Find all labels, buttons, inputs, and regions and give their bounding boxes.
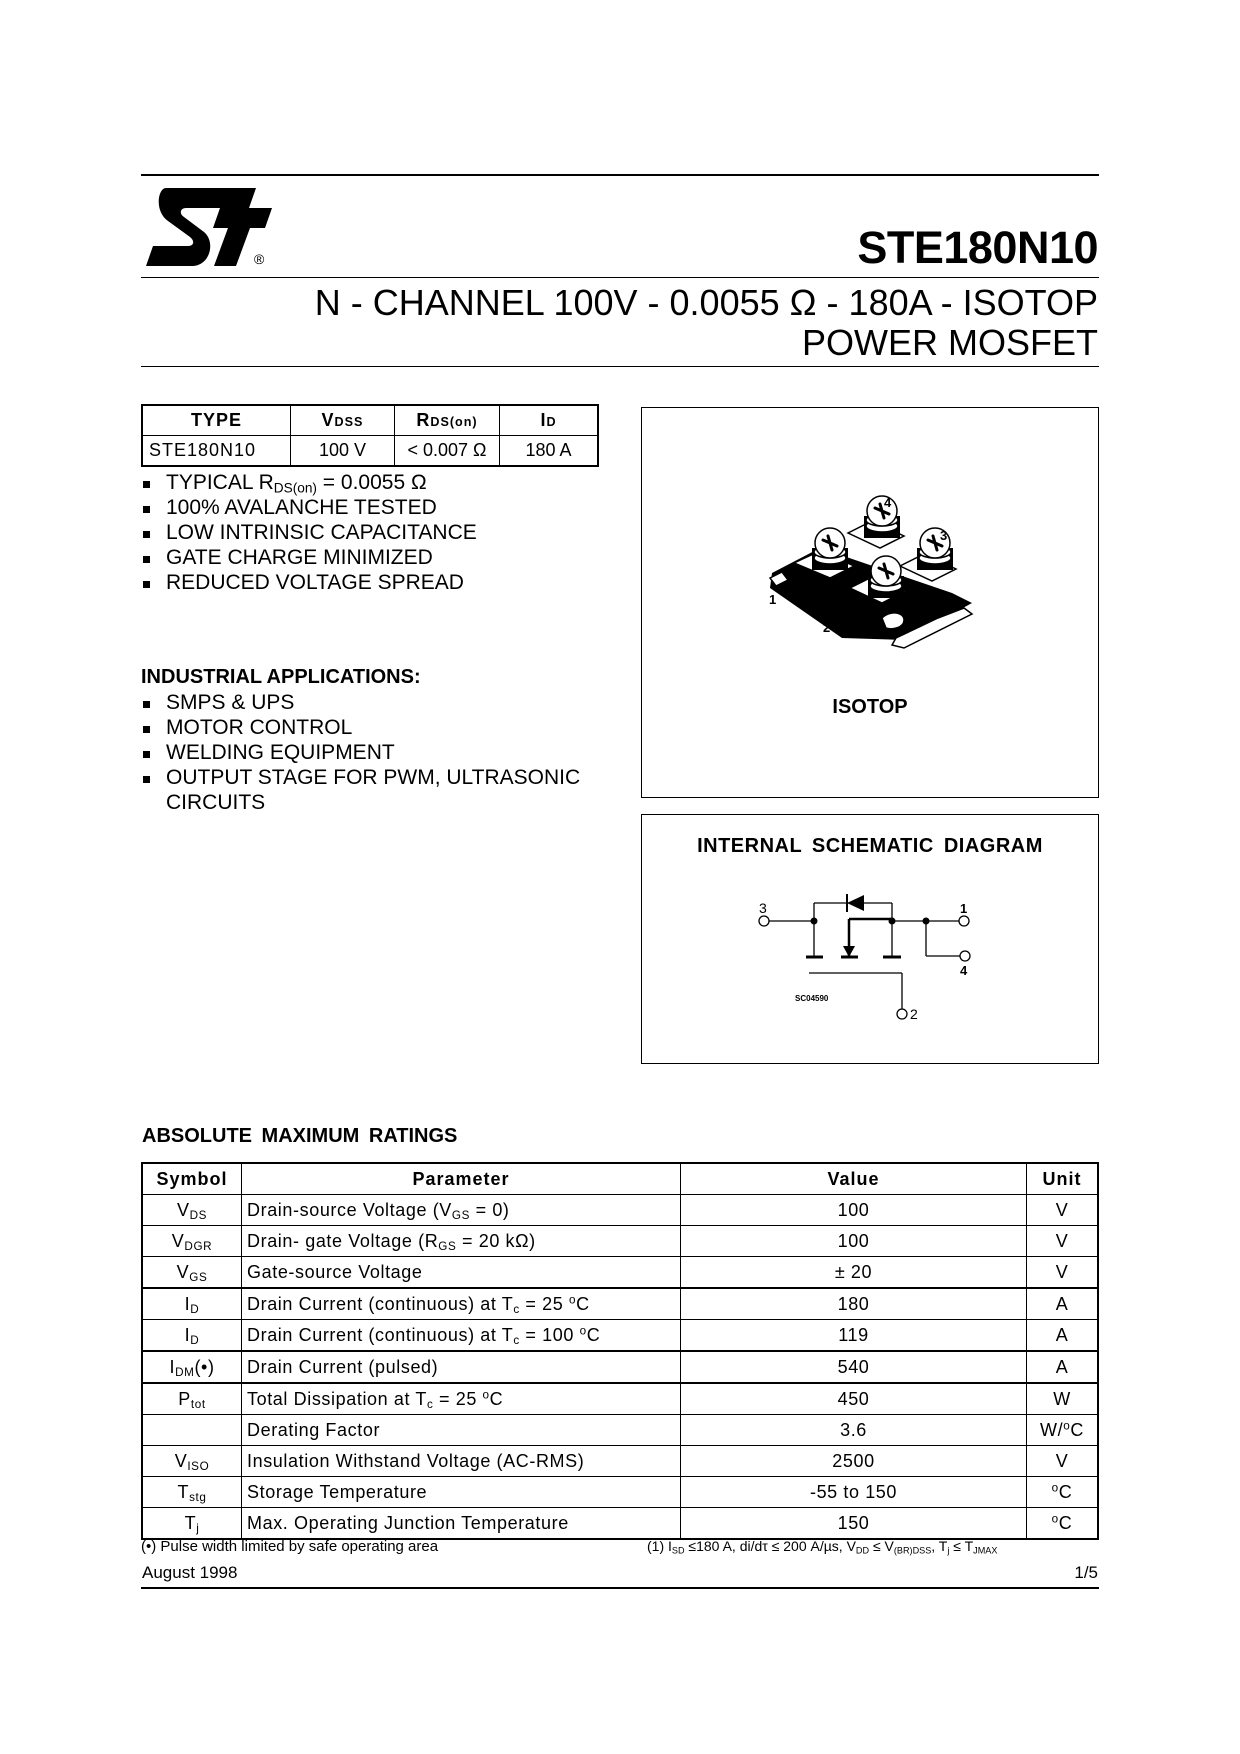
- application-item: WELDING EQUIPMENT: [141, 740, 580, 765]
- col-id: ID: [500, 405, 599, 436]
- ratings-row: $V_{GS}$ Gate-source Voltage ± 20 V: [142, 1257, 1098, 1289]
- applications-list: [141, 690, 580, 815]
- bullet-icon: [143, 701, 150, 708]
- bullet-icon: [143, 726, 150, 733]
- bullet-icon: [143, 531, 150, 538]
- ratings-row: $I_D$ Drain Current (continuous) at $T_c = 100$ $^o$C 119 A: [142, 1320, 1098, 1352]
- ratings-row: $V_{DS}$ Drain-source Voltage $(V_{GS} = 0)$ 100 V: [142, 1195, 1098, 1226]
- col-unit: Unit: [1027, 1163, 1099, 1195]
- col-value: Value: [681, 1163, 1027, 1195]
- bullet-icon: [143, 506, 150, 513]
- feature-item: REDUCED VOLTAGE SPREAD: [141, 570, 477, 595]
- feature-item: GATE CHARGE MINIMIZED: [141, 545, 477, 570]
- features-list: [141, 470, 477, 595]
- package-label: ISOTOP: [832, 696, 908, 718]
- footer-rule: [141, 1587, 1099, 1589]
- package-figure-box: [641, 407, 1099, 798]
- ratings-row: $T_{stg}$ Storage Temperature -55 to 150 $^o$C: [142, 1477, 1098, 1508]
- cell-rdson: < 0.007 Ω: [395, 436, 500, 467]
- svg-text:SC04590: SC04590: [795, 994, 829, 1003]
- col-parameter: Parameter: [242, 1163, 681, 1195]
- schematic-title: INTERNAL SCHEMATIC DIAGRAM: [697, 835, 1043, 857]
- isotop-package-icon: [642, 408, 1097, 688]
- type-table-header: [142, 405, 598, 436]
- application-item: SMPS & UPS: [141, 690, 580, 715]
- svg-text:4: 4: [960, 963, 968, 978]
- ratings-row: $I_D$ Drain Current (continuous) at $T_c = 25$ $^o$C 180 A: [142, 1288, 1098, 1320]
- cell-type: STE180N10: [142, 436, 291, 467]
- type-table-row: [142, 436, 598, 467]
- col-vdss: VDSS: [291, 405, 395, 436]
- svg-text:4: 4: [884, 495, 892, 510]
- ratings-row: $T_j$ Max. Operating Junction Temperature 150 $^o$C: [142, 1508, 1098, 1540]
- cell-vdss: 100 V: [291, 436, 395, 467]
- registered-mark: ®: [254, 251, 265, 267]
- product-name: STE180N10: [857, 222, 1098, 273]
- ratings-row: $V_{ISO}$ Insulation Withstand Voltage (AC-RMS) 2500 V: [142, 1446, 1098, 1477]
- feature-item: TYPICAL $R_{DS(on)} = 0.0055$ Ω: [141, 470, 477, 495]
- page-number: 1/5: [1074, 1563, 1098, 1582]
- application-item: MOTOR CONTROL: [141, 715, 580, 740]
- ratings-row: Derating Factor 3.6 W/$^o$C: [142, 1415, 1098, 1446]
- application-item-continuation: CIRCUITS: [166, 791, 266, 814]
- subtitle-rule: [141, 366, 1099, 367]
- svg-text:1: 1: [769, 592, 777, 607]
- absolute-maximum-ratings-table: [141, 1162, 1099, 1540]
- svg-text:3: 3: [940, 528, 948, 543]
- col-symbol: Symbol: [142, 1163, 242, 1195]
- footnote-pulse-width: (•) Pulse width limited by safe operating area: [141, 1538, 439, 1555]
- ratings-row: $V_{DGR}$ Drain- gate Voltage ($R_{GS} = 20$ kΩ) 100 V: [142, 1226, 1098, 1257]
- header-rule: [141, 277, 1099, 278]
- svg-text:3: 3: [759, 900, 767, 916]
- svg-text:2: 2: [910, 1006, 918, 1022]
- ratings-row: $P_{tot}$ Total Dissipation at $T_c = 25$ $^o$C 450 W: [142, 1383, 1098, 1415]
- bullet-icon: [143, 751, 150, 758]
- bullet-icon: [143, 581, 150, 588]
- footnote-1: (1) $I_{SD} \le 180$ A, di/dτ ≤ 200 A/µs, $V_{DD} \le V_{(BR)DSS}$, $T_j \le T_{JMAX}$: [647, 1538, 998, 1556]
- product-subtitle-line2: POWER MOSFET: [802, 322, 1098, 363]
- ratings-heading: ABSOLUTE MAXIMUM RATINGS: [142, 1125, 458, 1147]
- type-summary-table: [141, 404, 599, 467]
- bullet-icon: [143, 556, 150, 563]
- feature-item: 100% AVALANCHE TESTED: [141, 495, 477, 520]
- product-subtitle-line1: N - CHANNEL 100V - 0.0055 Ω - 180A - ISOTOP: [314, 282, 1098, 323]
- col-type: TYPE: [142, 405, 291, 436]
- col-rdson: RDS(on): [395, 405, 500, 436]
- ratings-row: $I_{DM}(•)$ Drain Current (pulsed) 540 A: [142, 1351, 1098, 1383]
- bullet-icon: [143, 776, 150, 783]
- applications-heading: INDUSTRIAL APPLICATIONS:: [141, 666, 421, 688]
- svg-text:2: 2: [823, 620, 831, 635]
- svg-text:1: 1: [960, 901, 968, 916]
- feature-item: LOW INTRINSIC CAPACITANCE: [141, 520, 477, 545]
- mosfet-schematic-icon: [642, 815, 1097, 1062]
- cell-id: 180 A: [500, 436, 599, 467]
- top-rule: [141, 174, 1099, 176]
- bullet-icon: [143, 481, 150, 488]
- application-item: OUTPUT STAGE FOR PWM, ULTRASONIC: [141, 765, 580, 790]
- ratings-header-row: [142, 1163, 1098, 1195]
- schematic-diagram-box: [641, 814, 1099, 1064]
- footer-date: August 1998: [142, 1563, 238, 1582]
